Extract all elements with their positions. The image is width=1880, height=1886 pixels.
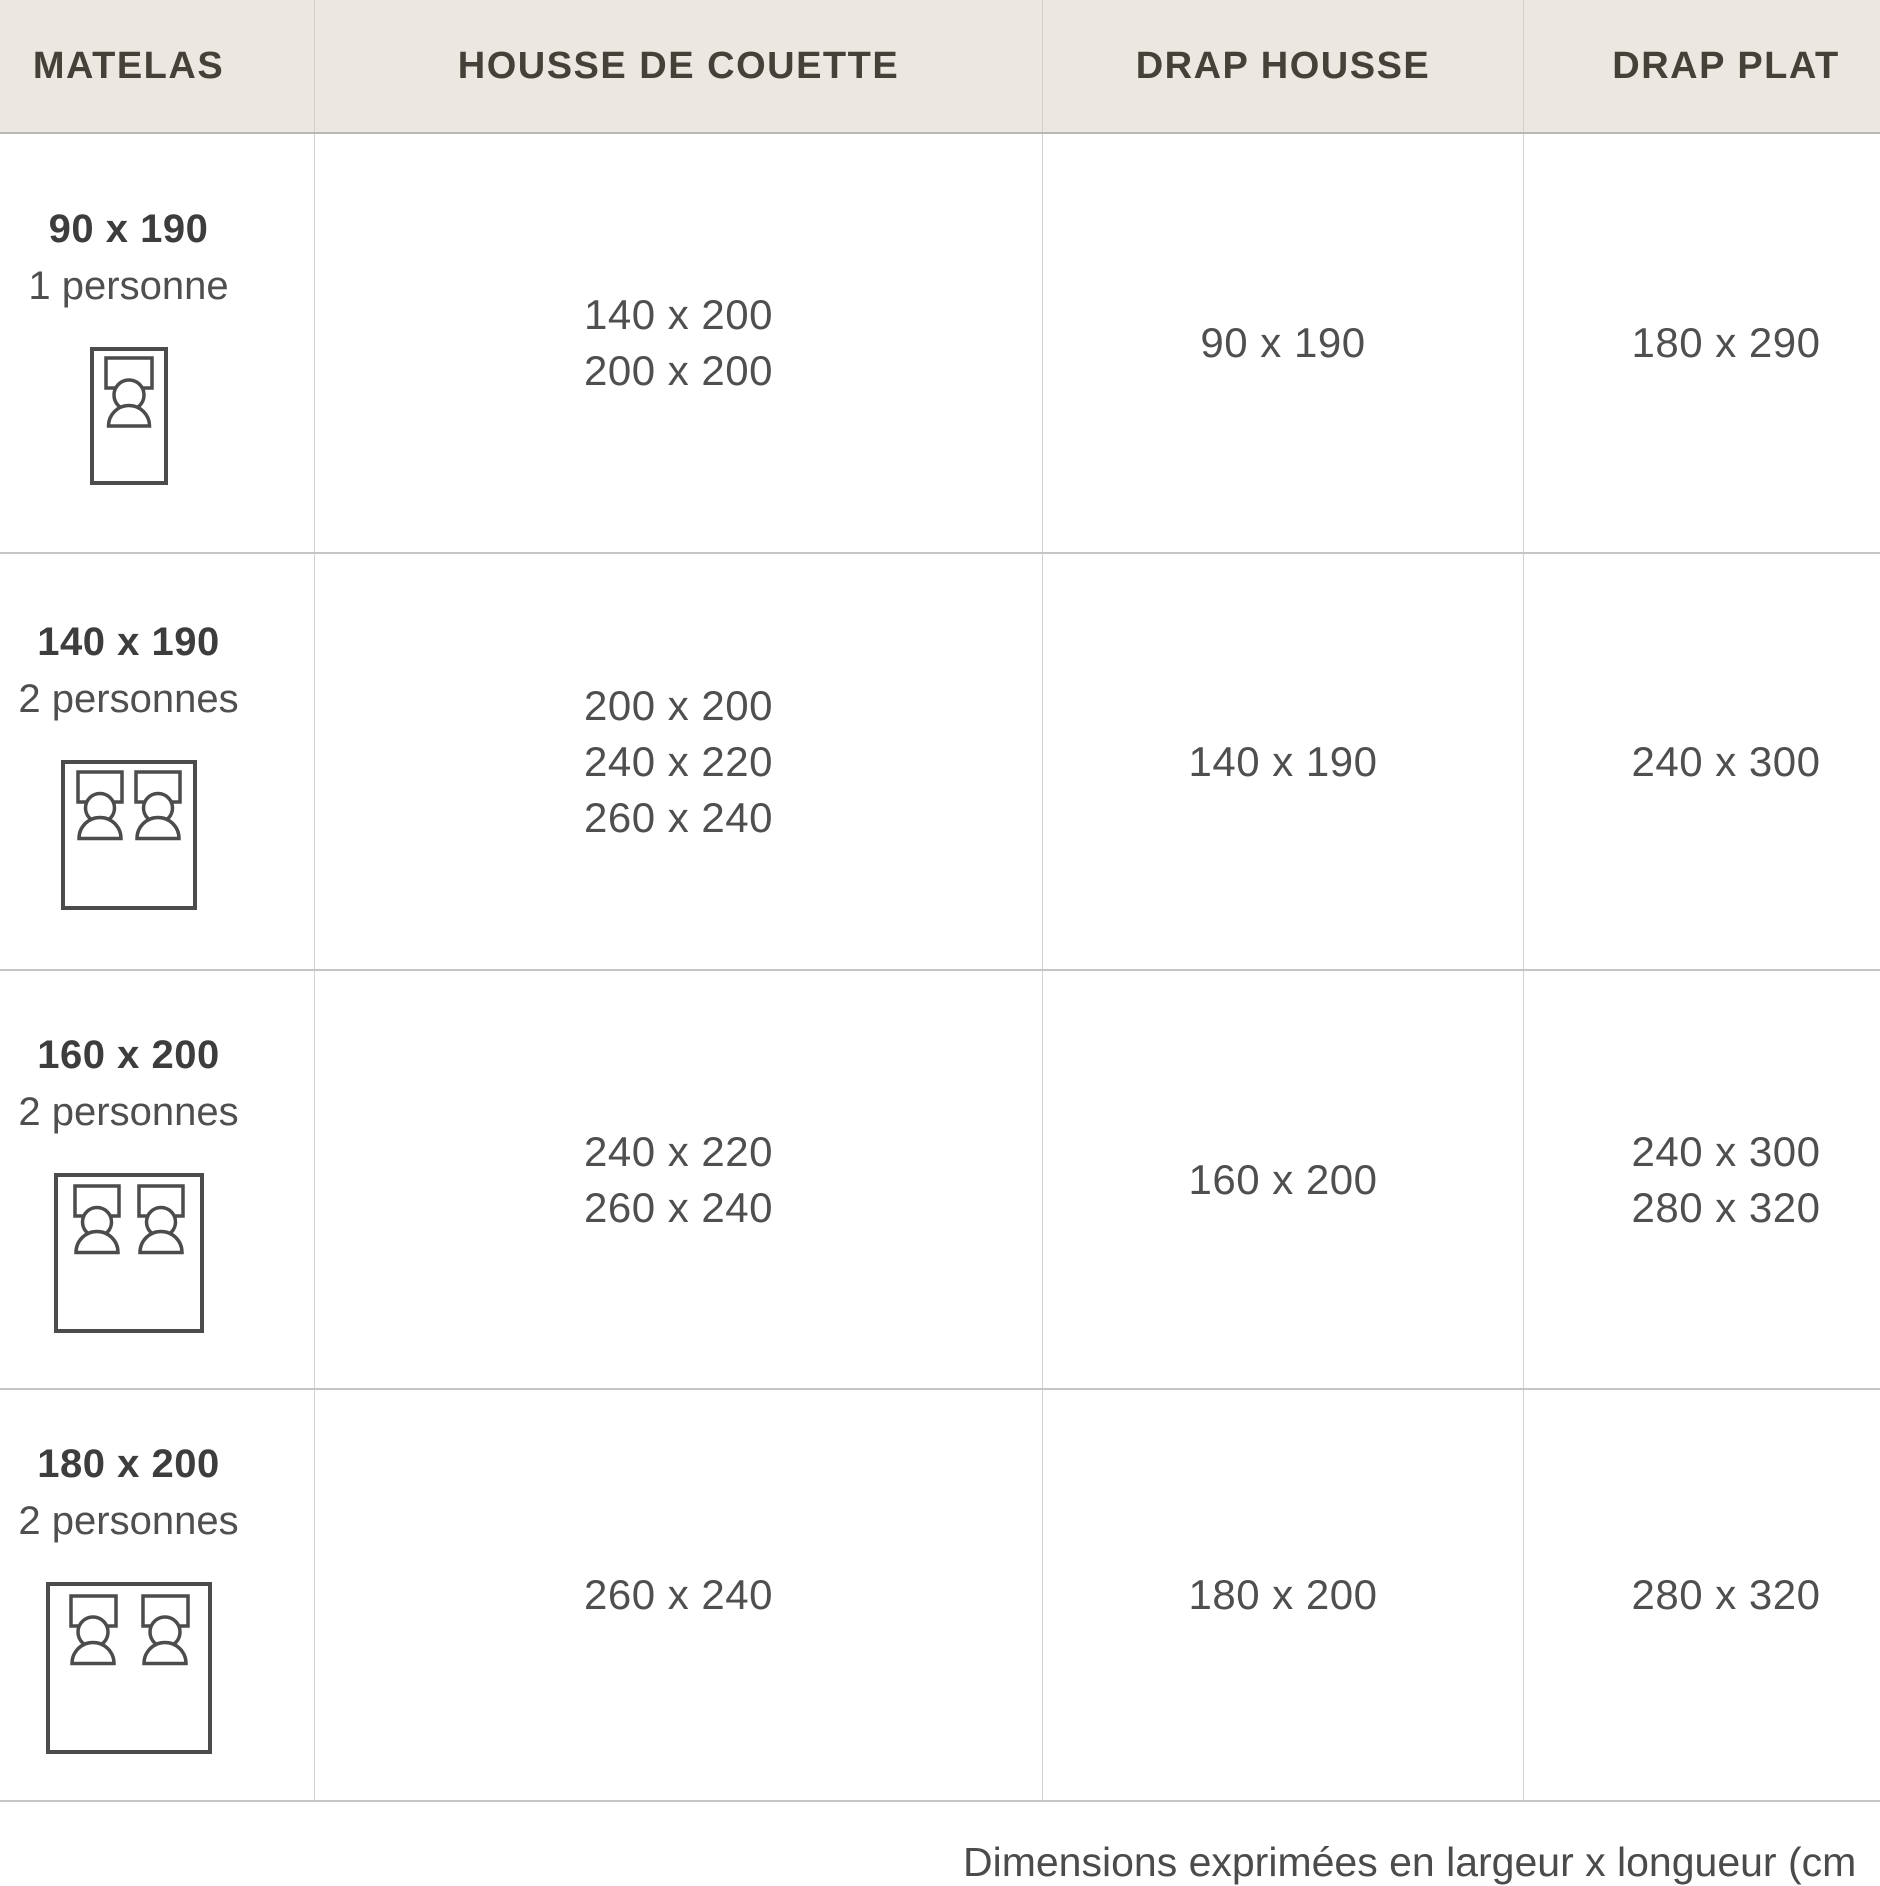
dimension-value: 180 x 200 [1188, 1571, 1378, 1618]
housse-de-couette-cell [315, 971, 1043, 1388]
mattress-size-label: 140 x 190 [37, 619, 220, 664]
mattress-persons-label: 1 personne [28, 264, 229, 308]
drap-housse-cell [1043, 134, 1524, 552]
dimension-value: 240 x 220 [584, 1127, 773, 1175]
mattress-persons-label: 2 personnes [18, 1499, 239, 1543]
drap-housse-cell [1043, 554, 1524, 969]
mattress-persons-label: 2 personnes [18, 1089, 239, 1134]
mattress-cell [0, 554, 315, 969]
table-row [0, 971, 1880, 1390]
mattress-cell [0, 134, 315, 552]
drap-housse-cell [1043, 971, 1524, 1388]
dimension-value: 90 x 190 [1200, 319, 1366, 366]
mattress-cell [0, 1390, 315, 1800]
table-header-row [0, 0, 1880, 134]
table-row [0, 1390, 1880, 1802]
drap-plat-cell [1524, 971, 1880, 1388]
dimension-value: 200 x 200 [584, 347, 773, 394]
column-header-matelas: MATELAS [0, 0, 315, 132]
double-bed-icon [61, 760, 197, 910]
drap-plat-cell [1524, 554, 1880, 969]
column-header-drap-housse: DRAP HOUSSE [1043, 0, 1524, 132]
drap-plat-cell [1524, 134, 1880, 552]
dimension-value: 280 x 320 [1631, 1571, 1821, 1618]
mattress-size-label: 180 x 200 [37, 1442, 220, 1486]
dimension-value: 180 x 290 [1631, 319, 1821, 366]
double-bed-icon [54, 1173, 204, 1333]
table-row [0, 134, 1880, 554]
dimension-value: 260 x 240 [584, 1183, 773, 1231]
dimension-value: 240 x 300 [1631, 1127, 1821, 1175]
mattress-size-label: 160 x 200 [37, 1032, 220, 1077]
dimension-value: 200 x 200 [584, 681, 773, 729]
housse-de-couette-cell [315, 1390, 1043, 1800]
dimension-value: 160 x 200 [1188, 1155, 1378, 1203]
dimension-value: 240 x 300 [1631, 737, 1821, 785]
single-bed-icon [90, 347, 168, 485]
column-header-drap-plat: DRAP PLAT [1612, 44, 1840, 87]
column-header-housse-de-couette: HOUSSE DE COUETTE [315, 0, 1043, 132]
dimension-value: 280 x 320 [1631, 1183, 1821, 1231]
dimensions-note: Dimensions exprimées en largeur x longueur (cm [963, 1839, 1857, 1885]
mattress-persons-label: 2 personnes [18, 676, 239, 721]
drap-plat-cell [1524, 1390, 1880, 1800]
dimension-value: 260 x 240 [584, 793, 773, 841]
dimension-value: 140 x 200 [584, 291, 773, 338]
dimension-value: 140 x 190 [1188, 737, 1378, 785]
mattress-cell [0, 971, 315, 1388]
double-bed-icon [46, 1582, 212, 1754]
housse-de-couette-cell [315, 554, 1043, 969]
mattress-size-label: 90 x 190 [48, 207, 209, 251]
drap-housse-cell [1043, 1390, 1524, 1800]
housse-de-couette-cell [315, 134, 1043, 552]
dimension-value: 240 x 220 [584, 737, 773, 785]
dimension-value: 260 x 240 [584, 1571, 773, 1618]
table-row [0, 554, 1880, 971]
